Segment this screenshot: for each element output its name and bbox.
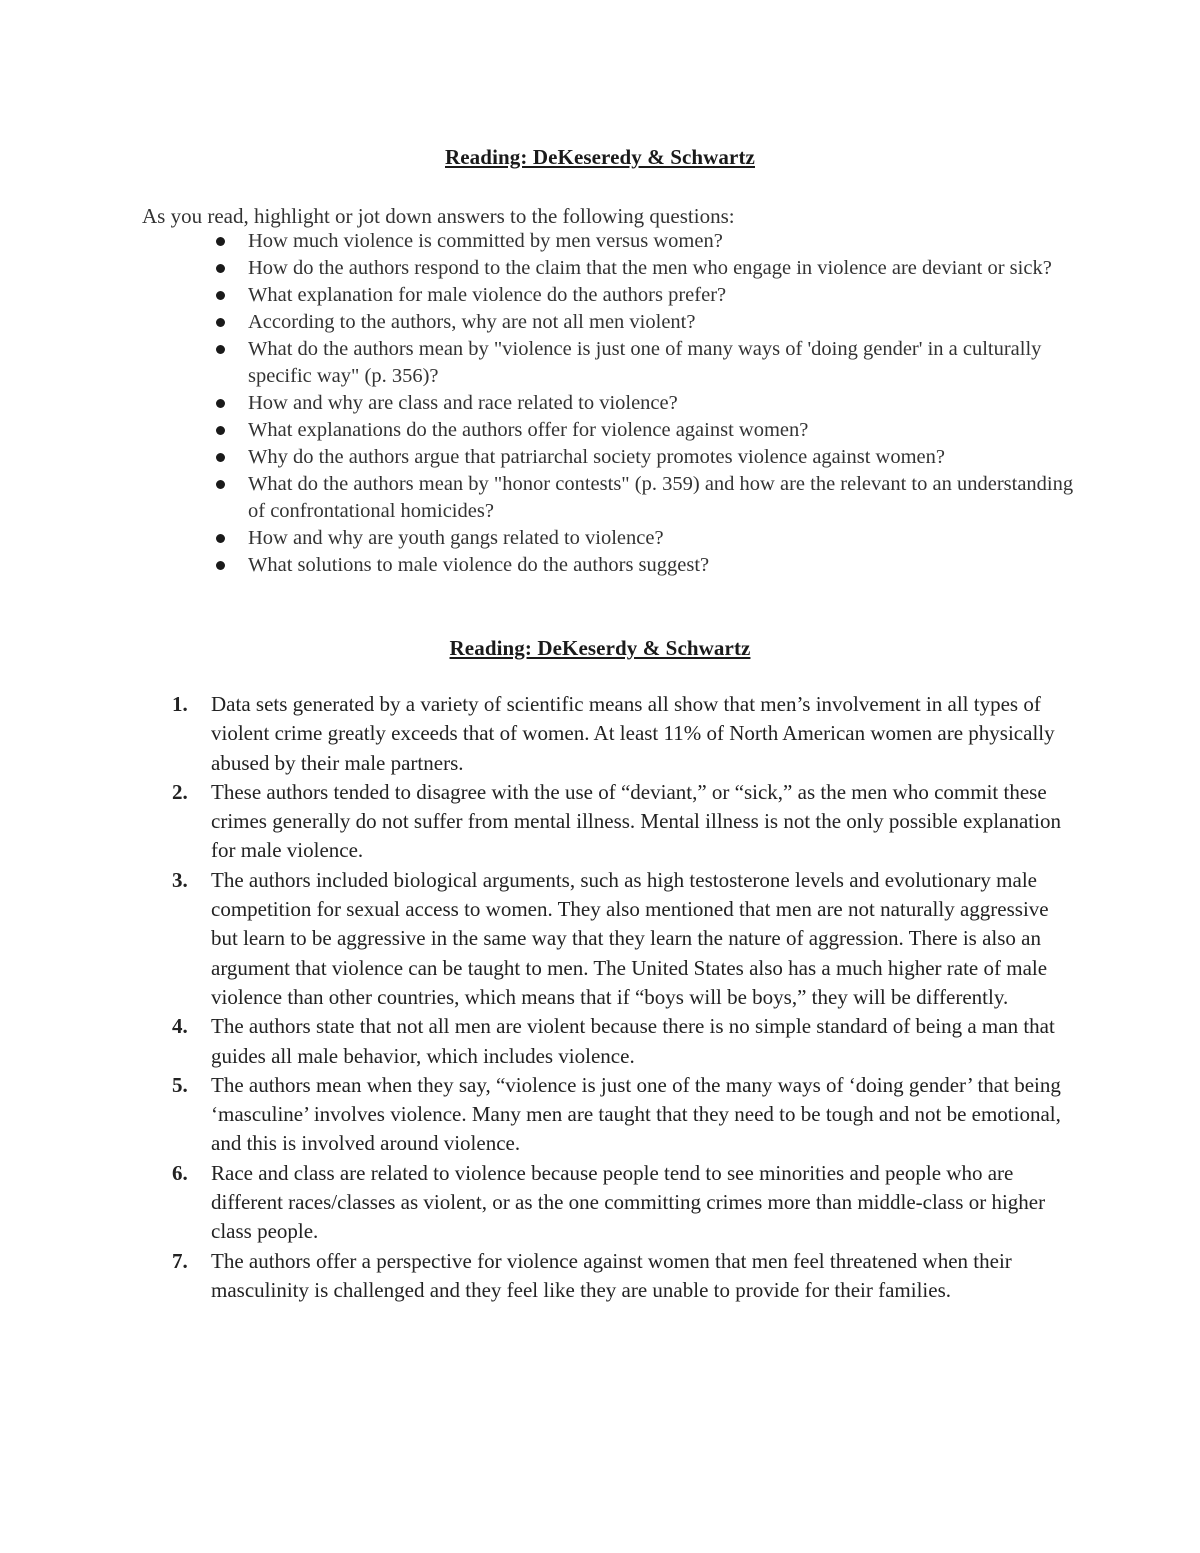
bullet-icon <box>216 291 225 300</box>
question-text: What explanation for male violence do the authors prefer? <box>248 284 727 306</box>
answer-item <box>172 778 1072 866</box>
question-item <box>214 309 1074 336</box>
question-text: What do the authors mean by "violence is just one of many ways of 'doing gender' in a culturally specific way" (p. 356)? <box>248 338 1042 387</box>
answer-text: The authors offer a perspective for violence against women that men feel threatened when their masculinity is challenged and they feel like they are unable to provide for their families. <box>211 1248 1012 1302</box>
question-item <box>214 255 1074 282</box>
answer-text: These authors tended to disagree with the use of “deviant,” or “sick,” as the men who commit these crimes generally do not suffer from mental illness. Mental illness is not the only possible explanation for male violence. <box>211 779 1061 863</box>
question-item <box>214 444 1074 471</box>
bullet-icon <box>216 399 225 408</box>
answer-text: The authors included biological arguments, such as high testosterone levels and evolutionary male competition for sexual access to women. They also mentioned that men are not naturally aggressive but learn to be aggressive in the same way that they learn the nature of aggression. There is also an argument that violence can be taught to men. The United States also has a much higher rate of male violence than other countries, which means that if “boys will be boys,” they will be differently. <box>211 867 1049 1009</box>
answer-number: 2. <box>172 779 188 804</box>
question-item <box>214 525 1074 552</box>
bullet-icon <box>216 318 225 327</box>
answer-number: 7. <box>172 1248 188 1273</box>
question-item <box>214 417 1074 444</box>
bullet-icon <box>216 426 225 435</box>
bullet-icon <box>216 453 225 462</box>
answer-text: Race and class are related to violence because people tend to see minorities and people who are different races/classes as violent, or as the one committing crimes more than middle-class or higher class people. <box>211 1160 1046 1244</box>
reading-title-questions: Reading: DeKeseredy & Schwartz <box>445 145 755 169</box>
bullet-icon <box>216 480 225 489</box>
bullet-icon <box>216 237 225 246</box>
question-text: According to the authors, why are not all men violent? <box>248 311 696 333</box>
reading-title-answers: Reading: DeKeserdy & Schwartz <box>449 636 751 660</box>
question-text: Why do the authors argue that patriarchal society promotes violence against women? <box>248 446 945 468</box>
question-text: How do the authors respond to the claim that the men who engage in violence are deviant or sick? <box>248 257 1052 279</box>
answer-number: 1. <box>172 692 188 716</box>
bullet-icon <box>216 345 225 354</box>
answer-item <box>172 1071 1072 1159</box>
answer-list <box>172 690 1072 1305</box>
question-text: What solutions to male violence do the authors suggest? <box>248 554 710 576</box>
question-text: What do the authors mean by "honor contests" (p. 359) and how are the relevant to an understanding of confrontational homicides? <box>248 473 1074 522</box>
answer-number: 4. <box>172 1014 188 1039</box>
question-text: How much violence is committed by men versus women? <box>248 230 723 252</box>
bullet-icon <box>216 534 225 543</box>
answer-number: 5. <box>172 1072 188 1097</box>
answer-item <box>172 1159 1072 1247</box>
question-item <box>214 336 1074 390</box>
question-item <box>214 228 1074 255</box>
answer-text: The authors mean when they say, “violence is just one of the many ways of ‘doing gender’ that being ‘masculine’ involves violence. Many men are taught that they need to be tough and not be emotional, and this is involved around violence. <box>211 1072 1061 1156</box>
question-item <box>214 471 1074 525</box>
answer-number: 3. <box>172 867 188 892</box>
question-list <box>214 228 1074 579</box>
answer-item <box>172 1012 1072 1071</box>
question-item <box>214 552 1074 579</box>
answer-text: Data sets generated by a variety of scientific means all show that men’s involvement in all types of violent crime greatly exceeds that of women. At least 11% of North American women are physically abused by their male partners. <box>211 692 1055 775</box>
question-item <box>214 390 1074 417</box>
bullet-icon <box>216 561 225 570</box>
question-item <box>214 282 1074 309</box>
answer-item <box>172 866 1072 1012</box>
instructions-text: As you read, highlight or jot down answers to the following questions: <box>142 204 735 228</box>
question-text: What explanations do the authors offer for violence against women? <box>248 419 809 441</box>
bullet-icon <box>216 264 225 273</box>
answer-item <box>172 690 1072 778</box>
question-text: How and why are class and race related to violence? <box>248 392 678 414</box>
answer-text: The authors state that not all men are violent because there is no simple standard of being a man that guides all male behavior, which includes violence. <box>211 1014 1055 1068</box>
answer-number: 6. <box>172 1160 188 1185</box>
question-text: How and why are youth gangs related to violence? <box>248 527 664 549</box>
answer-item <box>172 1247 1072 1306</box>
